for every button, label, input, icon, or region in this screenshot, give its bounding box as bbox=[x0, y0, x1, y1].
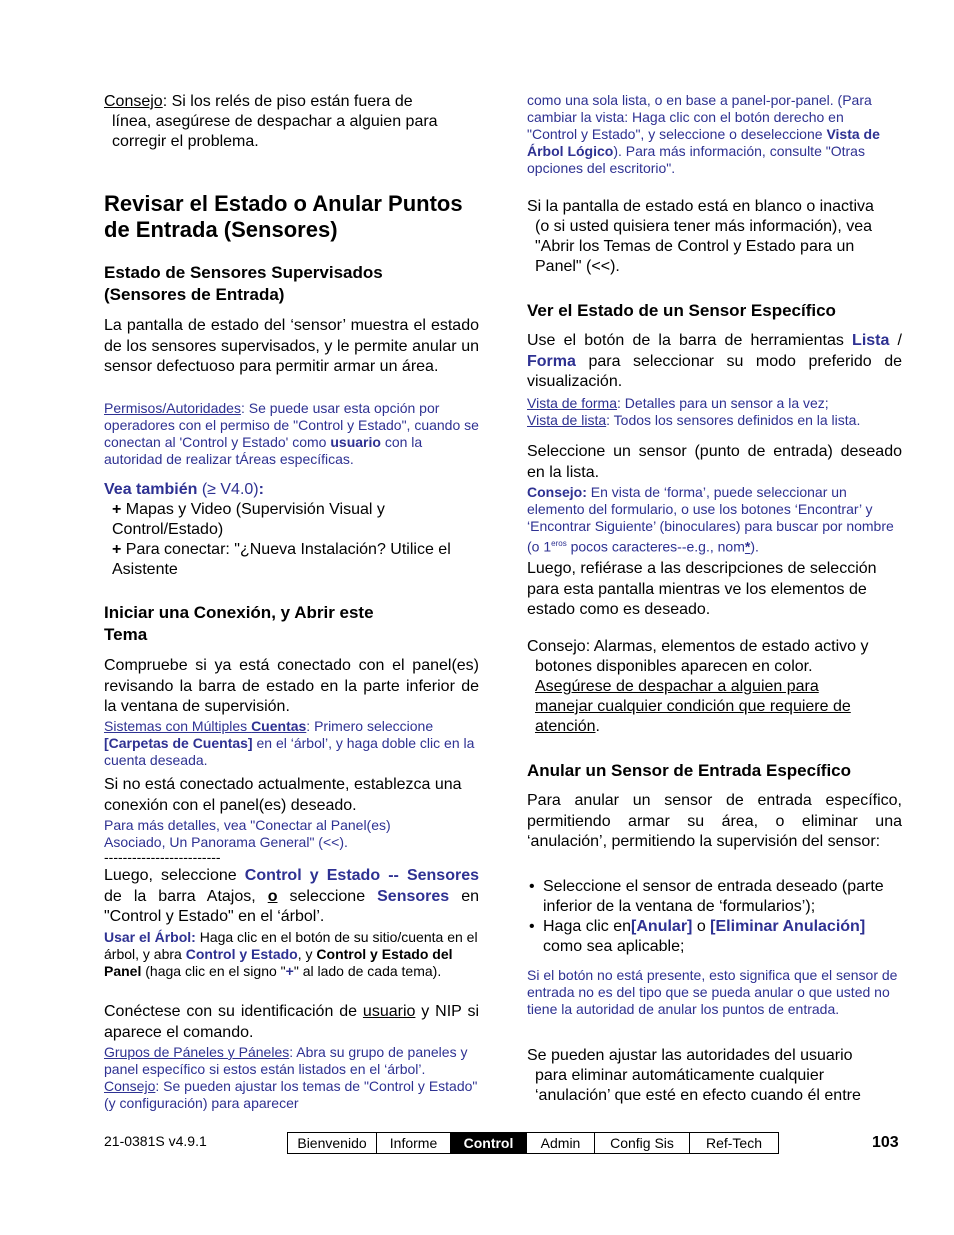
multi-account-text: : Primero seleccione bbox=[306, 718, 434, 734]
select-text-2: de la barra Atajos, bbox=[104, 887, 268, 905]
blank-status-rest: (o si usted quisiera tener más información), vea "Abrir los Temas de Control y Estado para un Panel" (<<). bbox=[535, 218, 873, 275]
toolbar-text-2: para seleccionar su modo preferido de visualización. bbox=[527, 352, 902, 390]
tree-control-status: Control y Estado bbox=[185, 946, 298, 962]
view-note bbox=[527, 92, 895, 177]
account-folders-label: [Carpetas de Cuentas] bbox=[104, 735, 253, 751]
see-also-colon: : bbox=[258, 481, 264, 498]
details-note: Para más detalles, vea "Conectar al Panel(es) Asociado, Un Panorama General" (<<). bbox=[104, 817, 391, 850]
blank-status-line-1: Si la pantalla de estado está en blanco o inactiva bbox=[527, 198, 874, 215]
step-text: Haga clic en bbox=[543, 918, 632, 935]
alarms-tip bbox=[527, 637, 902, 737]
period: . bbox=[595, 718, 600, 735]
tab-ref-tech[interactable]: Ref-Tech bbox=[705, 1135, 763, 1151]
page-number: 103 bbox=[872, 1134, 899, 1151]
tab-bienvenido[interactable]: Bienvenido bbox=[288, 1133, 377, 1153]
see-also-item-text: Mapas y Video (Supervisión Visual y Control/Estado) bbox=[112, 501, 385, 538]
see-also-version: (≥ V4.0) bbox=[197, 481, 259, 498]
logical-tree-view: Vista de Árbol Lógico bbox=[527, 126, 880, 159]
bypass-steps bbox=[527, 877, 902, 957]
tip-line-3: corregir el problema. bbox=[112, 133, 259, 150]
select-text-4: en "Control y Estado" en el ‘árbol’. bbox=[104, 887, 479, 925]
tip-line-2: línea, asegúrese de despachar a alguien para bbox=[112, 113, 438, 130]
see-also bbox=[104, 480, 479, 580]
bypass-paragraph: Para anular un sensor de entrada específico, permitiendo armar su área, o eliminar una ‘anulación’, permitiendo la supervisión del sensor: bbox=[527, 792, 902, 850]
tree-label: Usar el Árbol: bbox=[104, 929, 196, 945]
multi-account-bold[interactable]: Cuentas bbox=[251, 718, 307, 734]
list-view-text: : Todos los sensores definidos en la lista. bbox=[606, 412, 861, 428]
sensors-tree-item[interactable]: Sensores bbox=[377, 887, 450, 905]
section-heading: Revisar el Estado o Anular Puntos de Entrada (Sensores) bbox=[104, 191, 463, 242]
wildcard-star: * bbox=[744, 538, 751, 555]
intro-paragraph: La pantalla de estado del ‘sensor’ muestra el estado de los sensores supervisados, y le permite anular un sensor defectuoso para permitir armar un área. bbox=[104, 317, 479, 375]
list-item: • Seleccione el sensor de entrada deseado (parte inferior de la ventana de ‘formularios’); bbox=[527, 877, 902, 917]
select-sensor-paragraph: Seleccione un sensor (punto de entrada) deseado en la lista. bbox=[527, 443, 902, 481]
subheading-bypass-sensor: Anular un Sensor de Entrada Específico bbox=[527, 761, 852, 780]
select-paragraph bbox=[104, 866, 479, 928]
tree-note bbox=[104, 929, 479, 980]
tree-text-4: " al lado de cada tema). bbox=[293, 963, 442, 979]
blank-status-paragraph bbox=[527, 197, 902, 277]
tab-admin[interactable]: Admin bbox=[527, 1133, 595, 1153]
tip-label: Consejo bbox=[104, 93, 163, 110]
alarms-tip-line-2: botones disponibles aparecen en color. bbox=[535, 658, 813, 675]
authorities-line-1: Se pueden ajustar las autoridades del usuario bbox=[527, 1047, 853, 1064]
groups-text: : Abra su grupo de paneles y panel específico si estos están listados en el ‘árbol’. bbox=[104, 1044, 468, 1077]
subheading-supervised-sensors: Estado de Sensores Supervisados (Sensores de Entrada) bbox=[104, 263, 383, 304]
descriptions-paragraph: Luego, refiérase a las descripciones de selección para esta pantalla mientras ve los elementos de estado como es deseado. bbox=[527, 560, 877, 618]
select-text-3: seleccione bbox=[277, 887, 378, 905]
groups-tip-link[interactable]: Consejo bbox=[104, 1078, 156, 1094]
toolbar-paragraph bbox=[527, 331, 902, 393]
see-also-item[interactable] bbox=[104, 500, 479, 540]
tip-text: : Si los relés de piso están fuera de bbox=[162, 93, 413, 110]
form-view-text: : Detalles para un sensor a la vez; bbox=[617, 395, 829, 411]
view-note-text: como una sola lista, o en base a panel-por-panel. (Para cambiar la vista: Haga clic con el botón derecho en "Control y Estado", y seleccione o deseleccione bbox=[527, 92, 872, 142]
slash-text: / bbox=[889, 332, 903, 349]
plus-icon: + bbox=[285, 963, 294, 979]
step-text-2: o bbox=[692, 918, 711, 935]
authorities-line-3: ‘anulación’ que esté en efecto cuando él entre bbox=[535, 1087, 861, 1104]
login-paragraph bbox=[104, 1002, 479, 1043]
groups-note bbox=[104, 1044, 479, 1112]
tree-text: Haga clic en el botón de su sitio/cuenta en el árbol, y abra bbox=[104, 929, 478, 962]
see-also-label: Vea también bbox=[104, 481, 198, 498]
find-tip-text: En vista de ‘forma’, puede seleccionar un elemento del formulario, o use los botones ‘Encontrar’ y ‘Encontrar Siguiente’ (binoculares) para buscar por nombre (o 1 bbox=[527, 484, 894, 555]
bypass-button[interactable]: [Anular] bbox=[631, 918, 693, 935]
plus-icon: + bbox=[112, 501, 122, 518]
tree-text-3: (haga clic en el signo " bbox=[141, 963, 286, 979]
tree-text-2: , y bbox=[297, 946, 317, 962]
shortcut-control-sensors[interactable]: Control y Estado -- Sensores bbox=[244, 867, 480, 884]
form-button[interactable]: Forma bbox=[527, 352, 576, 370]
find-tip-text-3: ). bbox=[750, 538, 759, 555]
find-tip-text-2: pocos caracteres--e.g., nom bbox=[566, 538, 745, 555]
divider-dashes: ------------------------- bbox=[104, 849, 221, 865]
view-modes bbox=[527, 395, 902, 429]
login-text: Conéctese con su identificación de bbox=[104, 1003, 363, 1020]
user-link[interactable]: usuario bbox=[362, 1003, 416, 1020]
alarms-tip-line-1: Consejo: Alarmas, elementos de estado activo y bbox=[527, 638, 869, 655]
toolbar-text: Use el botón de la barra de herramientas bbox=[527, 332, 853, 349]
connection-paragraph: Compruebe si ya está conectado con el panel(es) revisando la barra de estado en la parte inferior de la ventana de supervisión. bbox=[104, 657, 479, 715]
see-also-item-text: Para conectar: "¿Nueva Instalación? Utilice el Asistente bbox=[112, 541, 451, 578]
multi-account-text-2: en el ‘árbol’, y haga doble clic en la cuenta deseada. bbox=[104, 735, 475, 768]
subheading-connection: Iniciar una Conexión, y Abrir este Tema bbox=[104, 603, 374, 644]
footer-nav bbox=[287, 1132, 779, 1154]
see-also-item[interactable] bbox=[104, 540, 479, 580]
tip-relays bbox=[104, 92, 479, 152]
permissions-text-2: con la autoridad de realizar tÁreas específicas. bbox=[104, 434, 423, 467]
superscript: eros bbox=[551, 539, 567, 548]
or-text: o bbox=[267, 887, 278, 905]
remove-bypass-button[interactable]: [Eliminar Anulación] bbox=[710, 918, 866, 935]
tab-informe[interactable]: Informe bbox=[377, 1133, 451, 1153]
groups-text-2: : Se pueden ajustar los temas de "Control y Estado" (y configuración) para aparecer bbox=[104, 1078, 478, 1111]
form-view-link[interactable]: Vista de forma bbox=[527, 395, 618, 411]
tab-config-sis[interactable]: Config Sis bbox=[595, 1133, 690, 1153]
multi-account-note bbox=[104, 718, 479, 769]
not-connected-paragraph: Si no está conectado actualmente, establezca una conexión con el panel(es) deseado. bbox=[104, 776, 462, 814]
step-text-3: como sea aplicable; bbox=[543, 938, 685, 955]
subheading-view-sensor: Ver el Estado de un Sensor Específico bbox=[527, 301, 836, 320]
button-missing-note: Si el botón no está presente, esto significa que el sensor de entrada no es del tipo que se pueda anular o que usted no tiene la autoridad de anular los puntos de entrada. bbox=[527, 967, 898, 1017]
find-tip-label: Consejo: bbox=[527, 484, 587, 500]
tree-panel-status: Control y Estado del Panel bbox=[104, 946, 453, 979]
permissions-note bbox=[104, 400, 479, 468]
authorities-line-2: para eliminar automáticamente cualquier bbox=[535, 1067, 825, 1084]
permissions-text: : Se puede usar esta opción por operadores con el permiso de "Control y Estado", cuando se conectan al 'Control y Estado' como bbox=[104, 400, 479, 450]
view-note-text-2: ). Para más información, consulte "Otras opciones del escritorio". bbox=[527, 143, 865, 176]
authorities-paragraph bbox=[527, 1046, 902, 1106]
dispatch-warning: Asegúrese de despachar a alguien para manejar cualquier condición que requiere de atención bbox=[535, 678, 851, 735]
login-text-2: y NIP si aparece el comando. bbox=[104, 1003, 479, 1041]
find-tip bbox=[527, 484, 902, 556]
list-button[interactable]: Lista bbox=[852, 332, 890, 349]
select-text: Luego, seleccione bbox=[104, 867, 245, 884]
permissions-bold: usuario bbox=[330, 434, 381, 450]
document-id: 21-0381S v4.9.1 bbox=[104, 1133, 207, 1149]
plus-icon: + bbox=[112, 541, 122, 558]
permissions-link[interactable]: Permisos/Autoridades bbox=[104, 400, 241, 416]
tab-control[interactable]: Control bbox=[451, 1133, 527, 1153]
multi-account-link[interactable]: Sistemas con Múltiples bbox=[104, 718, 252, 734]
groups-link[interactable]: Grupos de Páneles y Páneles bbox=[104, 1044, 290, 1060]
list-item bbox=[527, 917, 902, 957]
list-view-link[interactable]: Vista de lista bbox=[527, 412, 607, 428]
